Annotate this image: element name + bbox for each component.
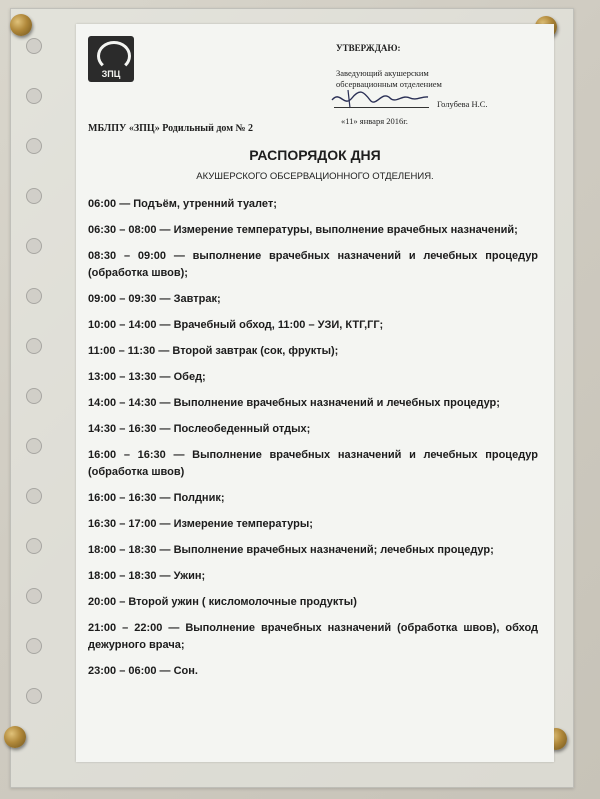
organization-name: МБЛПУ «ЗПЦ» Родильный дом № 2 — [88, 123, 254, 134]
schedule-item: 16:00 – 16:30 — Полдник; — [88, 492, 225, 504]
schedule-item: 14:00 – 14:30 — Выполнение врачебных назначений и лечебных процедур; — [88, 397, 500, 409]
schedule-item: 20:00 – Второй ужин ( кисломолочные продукты) — [88, 596, 357, 608]
schedule-item: 11:00 – 11:30 — Второй завтрак (сок, фрукты); — [88, 345, 339, 357]
schedule-item: 18:00 – 18:30 — Ужин; — [88, 570, 206, 582]
approval-position-line-2: обсервационным отделением — [336, 79, 442, 89]
schedule-item: 23:00 – 06:00 — Сон. — [88, 665, 198, 677]
punch-hole — [26, 388, 42, 404]
approval-position-line-1: Заведующий акушерским — [336, 68, 429, 78]
schedule-item: 13:00 – 13:30 — Обед; — [88, 371, 206, 383]
schedule-item: 21:00 – 22:00 — Выполнение врачебных назначений (обработка швов), обход дежурного врача; — [88, 622, 538, 651]
schedule-item: 18:00 – 18:30 — Выполнение врачебных назначений; лечебных процедур; — [88, 544, 494, 556]
punch-hole — [26, 688, 42, 704]
punch-hole — [26, 438, 42, 454]
punch-hole — [26, 488, 42, 504]
schedule-item: 06:00 — Подъём, утренний туалет; — [88, 198, 277, 210]
daily-schedule — [88, 196, 538, 680]
schedule-item: 06:30 – 08:00 — Измерение температуры, выполнение врачебных назначений; — [88, 224, 518, 236]
punch-hole — [26, 288, 42, 304]
logo-text: ЗПЦ — [101, 69, 121, 79]
document-subtitle: АКУШЕРСКОГО ОБСЕРВАЦИОННОГО ОТДЕЛЕНИЯ. — [196, 171, 434, 182]
punch-hole — [26, 588, 42, 604]
document-title: РАСПОРЯДОК ДНЯ — [249, 147, 381, 163]
punch-hole — [26, 38, 42, 54]
punch-hole — [26, 138, 42, 154]
punch-hole — [26, 188, 42, 204]
schedule-item: 08:30 – 09:00 — выполнение врачебных назначений и лечебных процедур (обработка швов); — [88, 250, 538, 279]
approval-heading: УТВЕРЖДАЮ: — [336, 43, 401, 53]
schedule-item: 16:00 – 16:30 — Выполнение врачебных назначений и лечебных процедур (обработка швов) — [88, 449, 538, 478]
punch-hole — [26, 338, 42, 354]
signatory-name: Голубева Н.С. — [437, 99, 488, 109]
approval-date: «11» января 2016г. — [341, 116, 408, 126]
schedule-item: 16:30 – 17:00 — Измерение температуры; — [88, 518, 313, 530]
pushpin-icon — [10, 14, 32, 36]
logo-swirl-icon — [97, 41, 131, 71]
punch-hole — [26, 88, 42, 104]
punch-hole — [26, 638, 42, 654]
signature-line — [334, 107, 429, 108]
schedule-item: 09:00 – 09:30 — Завтрак; — [88, 293, 221, 305]
schedule-item: 14:30 – 16:30 — Послеобеденный отдых; — [88, 423, 311, 435]
punch-hole — [26, 238, 42, 254]
punch-hole — [26, 538, 42, 554]
schedule-item: 10:00 – 14:00 — Врачебный обход, 11:00 – УЗИ, КТГ,ГГ; — [88, 319, 384, 331]
hospital-logo — [88, 36, 134, 82]
pushpin-icon — [4, 726, 26, 748]
punch-hole-strip — [18, 18, 58, 778]
